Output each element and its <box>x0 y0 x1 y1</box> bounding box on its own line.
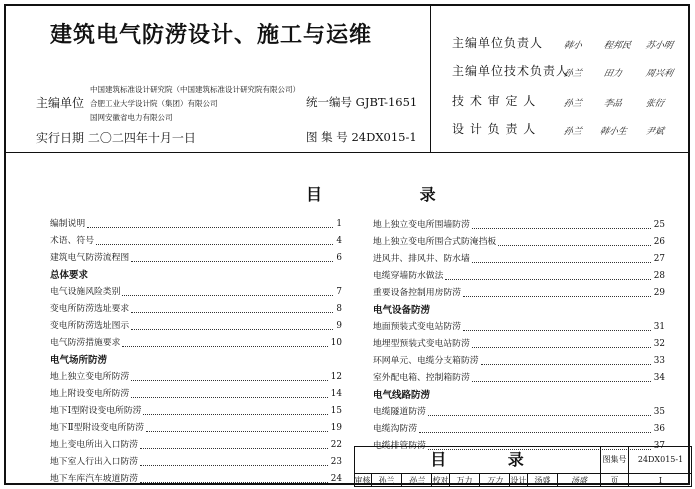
unified-number: 统一编号 GJBT-1651 <box>306 95 418 109</box>
signatory-row <box>452 62 570 79</box>
toc-entry-label: 环网单元、电缆分支箱防涝 <box>373 356 479 366</box>
toc-entry-page: 15 <box>330 406 342 416</box>
toc-heading: 目 录 <box>306 185 482 204</box>
toc-entry[interactable] <box>50 301 342 318</box>
toc-entry-label: 室外配电箱、控制箱防涝 <box>373 373 470 383</box>
toc-entry[interactable] <box>373 353 665 370</box>
design-name: 汤盛 <box>528 474 558 487</box>
toc-entry[interactable] <box>50 403 342 420</box>
toc-entry-page: 1 <box>336 219 342 229</box>
toc-entry-label: 电缆隧道防涝 <box>373 407 426 417</box>
document-title: 建筑电气防涝设计、施工与运维 <box>50 23 373 48</box>
toc-entry-label: 地下Ⅰ型附设变电所防涝 <box>50 406 142 416</box>
toc-entry-page: 36 <box>653 424 665 434</box>
signatory-label: 设 计 负 责 人 <box>452 122 537 136</box>
toc-entry-label: 地下车库汽车坡道防涝 <box>50 474 138 484</box>
toc-entry-label: 电缆沟防涝 <box>373 424 417 434</box>
toc-entry[interactable] <box>373 336 665 353</box>
toc-entry-page: 27 <box>653 254 665 264</box>
toc-entry[interactable] <box>50 437 342 454</box>
toc-leader-dots <box>131 397 328 398</box>
handwritten-signature: 苏小明 <box>644 41 674 51</box>
toc-entry-label: 地面预装式变电站防涝 <box>373 322 461 332</box>
toc-leader-dots <box>472 347 651 348</box>
signatory-label: 主编单位负责人 <box>452 36 544 50</box>
toc-entry[interactable] <box>50 335 342 352</box>
toc-leader-dots <box>472 262 651 263</box>
toc-leader-dots <box>146 431 328 432</box>
toc-entry-label: 进风井、排风井、防水墙 <box>373 254 470 264</box>
toc-entry-label: 地上独立变电所围墙防涝 <box>373 220 470 230</box>
review-signature: 孙兰 <box>402 474 432 487</box>
toc-leader-dots <box>140 448 328 449</box>
toc-entry-page: 9 <box>336 321 342 331</box>
toc-leader-dots <box>143 414 327 415</box>
handwritten-signature: 孙兰 <box>562 99 583 109</box>
toc-entry[interactable] <box>373 421 665 438</box>
handwritten-signature: 李品 <box>602 99 623 109</box>
toc-entry-label: 术语、符号 <box>50 236 94 246</box>
toc-entry-page: 35 <box>653 407 665 417</box>
toc-entry-label: 编制说明 <box>50 219 86 229</box>
signatory-label: 主编单位技术负责人 <box>452 64 570 78</box>
toc-entry[interactable] <box>373 404 665 421</box>
toc-entry-page: 32 <box>653 339 665 349</box>
toc-leader-dots <box>463 296 651 297</box>
atlas-label: 图集号 <box>601 446 629 474</box>
signatory-row <box>452 120 564 137</box>
toc-entry-label: 变电所防涝选址要求 <box>50 304 130 314</box>
toc-entry-page: 23 <box>330 457 342 467</box>
toc-leader-dots <box>481 364 651 365</box>
toc-entry-label: 地上附设变电所防涝 <box>50 389 130 399</box>
toc-leader-dots <box>131 261 333 262</box>
toc-entry[interactable] <box>373 268 665 285</box>
toc-leader-dots <box>131 380 328 381</box>
page-label: 页 <box>601 474 629 487</box>
toc-entry[interactable] <box>50 216 342 233</box>
toc-leader-dots <box>122 295 333 296</box>
toc-leader-dots <box>472 228 651 229</box>
toc-entry-page: 34 <box>653 373 665 383</box>
drawing-frame <box>4 4 690 485</box>
toc-leader-dots <box>96 244 333 245</box>
signatory-row <box>452 92 564 109</box>
toc-entry-page: 24 <box>330 474 342 484</box>
toc-leader-dots <box>428 415 651 416</box>
toc-entry[interactable] <box>373 234 665 251</box>
toc-entry-page: 7 <box>336 287 342 297</box>
toc-entry[interactable] <box>50 233 342 250</box>
handwritten-signature: 韩小 <box>562 41 583 51</box>
toc-entry-page: 26 <box>653 237 665 247</box>
toc-leader-dots <box>498 245 651 246</box>
toc-leader-dots <box>131 329 333 330</box>
toc-entry-label: 地上独立变电所防涝 <box>50 372 130 382</box>
toc-entry-page: 10 <box>330 338 342 348</box>
toc-leader-dots <box>140 482 328 483</box>
toc-entry[interactable] <box>50 369 342 386</box>
toc-entry-page: 14 <box>330 389 342 399</box>
toc-leader-dots <box>87 227 333 228</box>
toc-entry[interactable] <box>373 319 665 336</box>
toc-leader-dots <box>131 312 333 313</box>
toc-section-heading: 电气场所防涝 <box>50 355 108 366</box>
toc-entry[interactable] <box>50 250 342 267</box>
toc-entry-label: 电缆排管防涝 <box>373 441 426 451</box>
toc-section-heading: 总体要求 <box>50 270 89 281</box>
toc-entry-label: 地下室人行出入口防涝 <box>50 457 138 467</box>
editing-unit-label: 主编单位 <box>36 96 85 110</box>
toc-entry-page: 33 <box>653 356 665 366</box>
toc-entry-page: 31 <box>653 322 665 332</box>
toc-entry[interactable] <box>50 420 342 437</box>
toc-entry-label: 变电所防涝选址图示 <box>50 321 130 331</box>
title-block-title: 目 录 <box>354 446 601 474</box>
toc-right-column <box>373 217 665 455</box>
design-label: 设计 <box>510 476 527 485</box>
handwritten-signature: 孙兰 <box>562 69 583 79</box>
toc-entry-label: 电气防涝措施要求 <box>50 338 121 348</box>
header-divider-vertical <box>430 6 431 152</box>
toc-entry-label: 地下Ⅱ型附设变电所防涝 <box>50 423 144 433</box>
toc-entry-page: 28 <box>653 271 665 281</box>
toc-leader-dots <box>472 381 651 382</box>
handwritten-signature: 尹斌 <box>644 127 665 137</box>
handwritten-signature: 田力 <box>602 69 623 79</box>
toc-leader-dots <box>445 279 650 280</box>
toc-section-heading: 电气线路防涝 <box>373 390 431 401</box>
toc-entry[interactable] <box>373 251 665 268</box>
toc-entry-label: 重要设备控制用房防涝 <box>373 288 461 298</box>
organization-2: 合肥工业大学设计院（集团）有限公司 <box>90 99 218 108</box>
toc-leader-dots <box>122 346 327 347</box>
page-value: Ⅰ <box>658 476 663 485</box>
toc-left-column <box>50 216 342 488</box>
title-block-signoff-row <box>354 474 692 487</box>
header-divider-horizontal <box>6 152 688 153</box>
toc-entry-page: 8 <box>336 304 342 314</box>
handwritten-signature: 程邦民 <box>602 41 632 51</box>
check-label: 校对 <box>432 476 449 485</box>
toc-entry[interactable] <box>50 454 342 471</box>
toc-entry-label: 建筑电气防涝流程图 <box>50 253 130 263</box>
review-name: 孙兰 <box>372 474 402 487</box>
check-name: 万力 <box>450 474 480 487</box>
handwritten-signature: 周兴利 <box>644 69 674 79</box>
toc-entry[interactable] <box>50 318 342 335</box>
title-block <box>354 446 692 487</box>
toc-entry[interactable] <box>50 386 342 403</box>
toc-entry[interactable] <box>50 284 342 301</box>
toc-entry-page: 6 <box>336 253 342 263</box>
implementation-date: 实行日期 二〇二四年十月一日 <box>36 131 196 145</box>
toc-entry-page: 4 <box>336 236 342 246</box>
organization-1: 中国建筑标准设计研究院（中国建筑标准设计研究院有限公司） <box>90 85 300 94</box>
toc-entry-label: 地上独立变电所围合式防淹挡板 <box>373 237 497 247</box>
handwritten-signature: 韩小生 <box>598 127 628 137</box>
toc-entry[interactable] <box>373 285 665 302</box>
signatory-label: 技 术 审 定 人 <box>452 94 537 108</box>
atlas-value: 24DX015-1 <box>629 446 692 474</box>
toc-entry-page: 12 <box>330 372 342 382</box>
design-signature: 汤盛 <box>558 474 601 487</box>
toc-entry-label: 电气设施风险类别 <box>50 287 121 297</box>
handwritten-signature: 孙兰 <box>562 127 583 137</box>
toc-entry-label: 地上变电所出入口防涝 <box>50 440 138 450</box>
check-signature: 万力 <box>480 474 510 487</box>
atlas-number: 图 集 号 24DX015-1 <box>306 130 417 144</box>
toc-leader-dots <box>140 465 328 466</box>
toc-entry-page: 29 <box>653 288 665 298</box>
toc-leader-dots <box>463 330 651 331</box>
review-label: 审核 <box>354 476 371 485</box>
toc-entry-page: 19 <box>330 423 342 433</box>
toc-entry[interactable] <box>373 217 665 234</box>
toc-entry[interactable] <box>373 370 665 387</box>
handwritten-signature: 张衍 <box>644 99 665 109</box>
signatory-row <box>452 34 564 51</box>
toc-entry-page: 22 <box>330 440 342 450</box>
toc-entry[interactable] <box>50 471 342 488</box>
toc-section-heading: 电气设备防涝 <box>373 305 431 316</box>
toc-entry-page: 25 <box>653 220 665 230</box>
toc-entry-label: 地埋型预装式变电站防涝 <box>373 339 470 349</box>
toc-entry-page: 37 <box>653 441 665 451</box>
organization-3: 国网安徽省电力有限公司 <box>90 113 173 122</box>
toc-leader-dots <box>419 432 651 433</box>
toc-entry-label: 电缆穿墙防水做法 <box>373 271 444 281</box>
